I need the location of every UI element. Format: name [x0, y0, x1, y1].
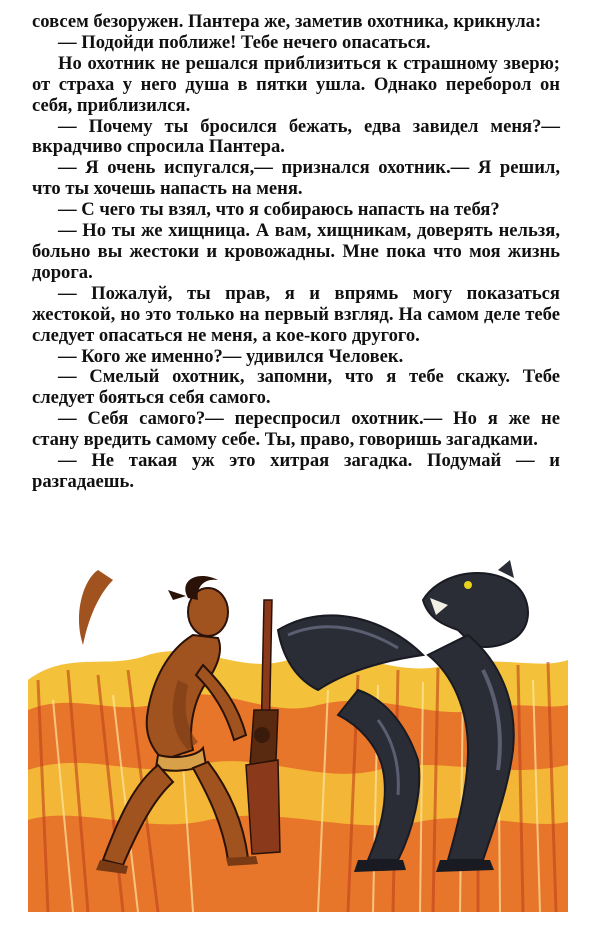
paragraph: — Но ты же хищница. А вам, хищникам, доверять нельзя, больно вы жестоки и кровожадны. Мне пока что моя жизнь дорога.: [32, 220, 560, 283]
story-text: [32, 12, 560, 493]
paragraph: — Почему ты бросился бежать, едва завидел меня?— вкрадчиво спросила Пантера.: [32, 115, 560, 158]
paragraph: совсем безоружен. Пантера же, заметив охотника, крикнула:: [32, 11, 542, 32]
paragraph: — Смелый охотник, запомни, что я тебе скажу. Тебе следует бояться себя самого.: [32, 366, 560, 409]
paragraph: — Себя самого?— переспросил охотник.— Но я же не стану вредить самому себе. Ты, право, говоришь загадками.: [32, 408, 560, 451]
illustration-svg: [28, 560, 568, 912]
paragraph: — Подойди поближе! Тебе нечего опасаться.: [58, 31, 431, 53]
paragraph: — Не такая уж это хитрая загадка. Подумай — и разгадаешь.: [32, 450, 560, 492]
illustration-hunter-and-panther: [28, 560, 568, 912]
paragraph: — Кого же именно?— удивился Человек.: [58, 345, 404, 367]
brush-stroke: [79, 570, 113, 645]
paragraph: Но охотник не решался приблизиться к страшному зверю; от страха у него душа в пятки ушла. Однако переборол он себя, приблизился.: [32, 52, 560, 116]
paragraph: — Пожалуй, ты прав, я и впрямь могу показаться жестокой, но это только на первый взгляд. На самом деле тебе следует опасаться не меня, а кое-кого другого.: [32, 282, 560, 346]
paragraph: — Я очень испугался,— признался охотник.— Я решил, что ты хочешь напасть на меня.: [32, 157, 560, 200]
paragraph: — С чего ты взял, что я собираюсь напасть на тебя?: [58, 199, 500, 221]
